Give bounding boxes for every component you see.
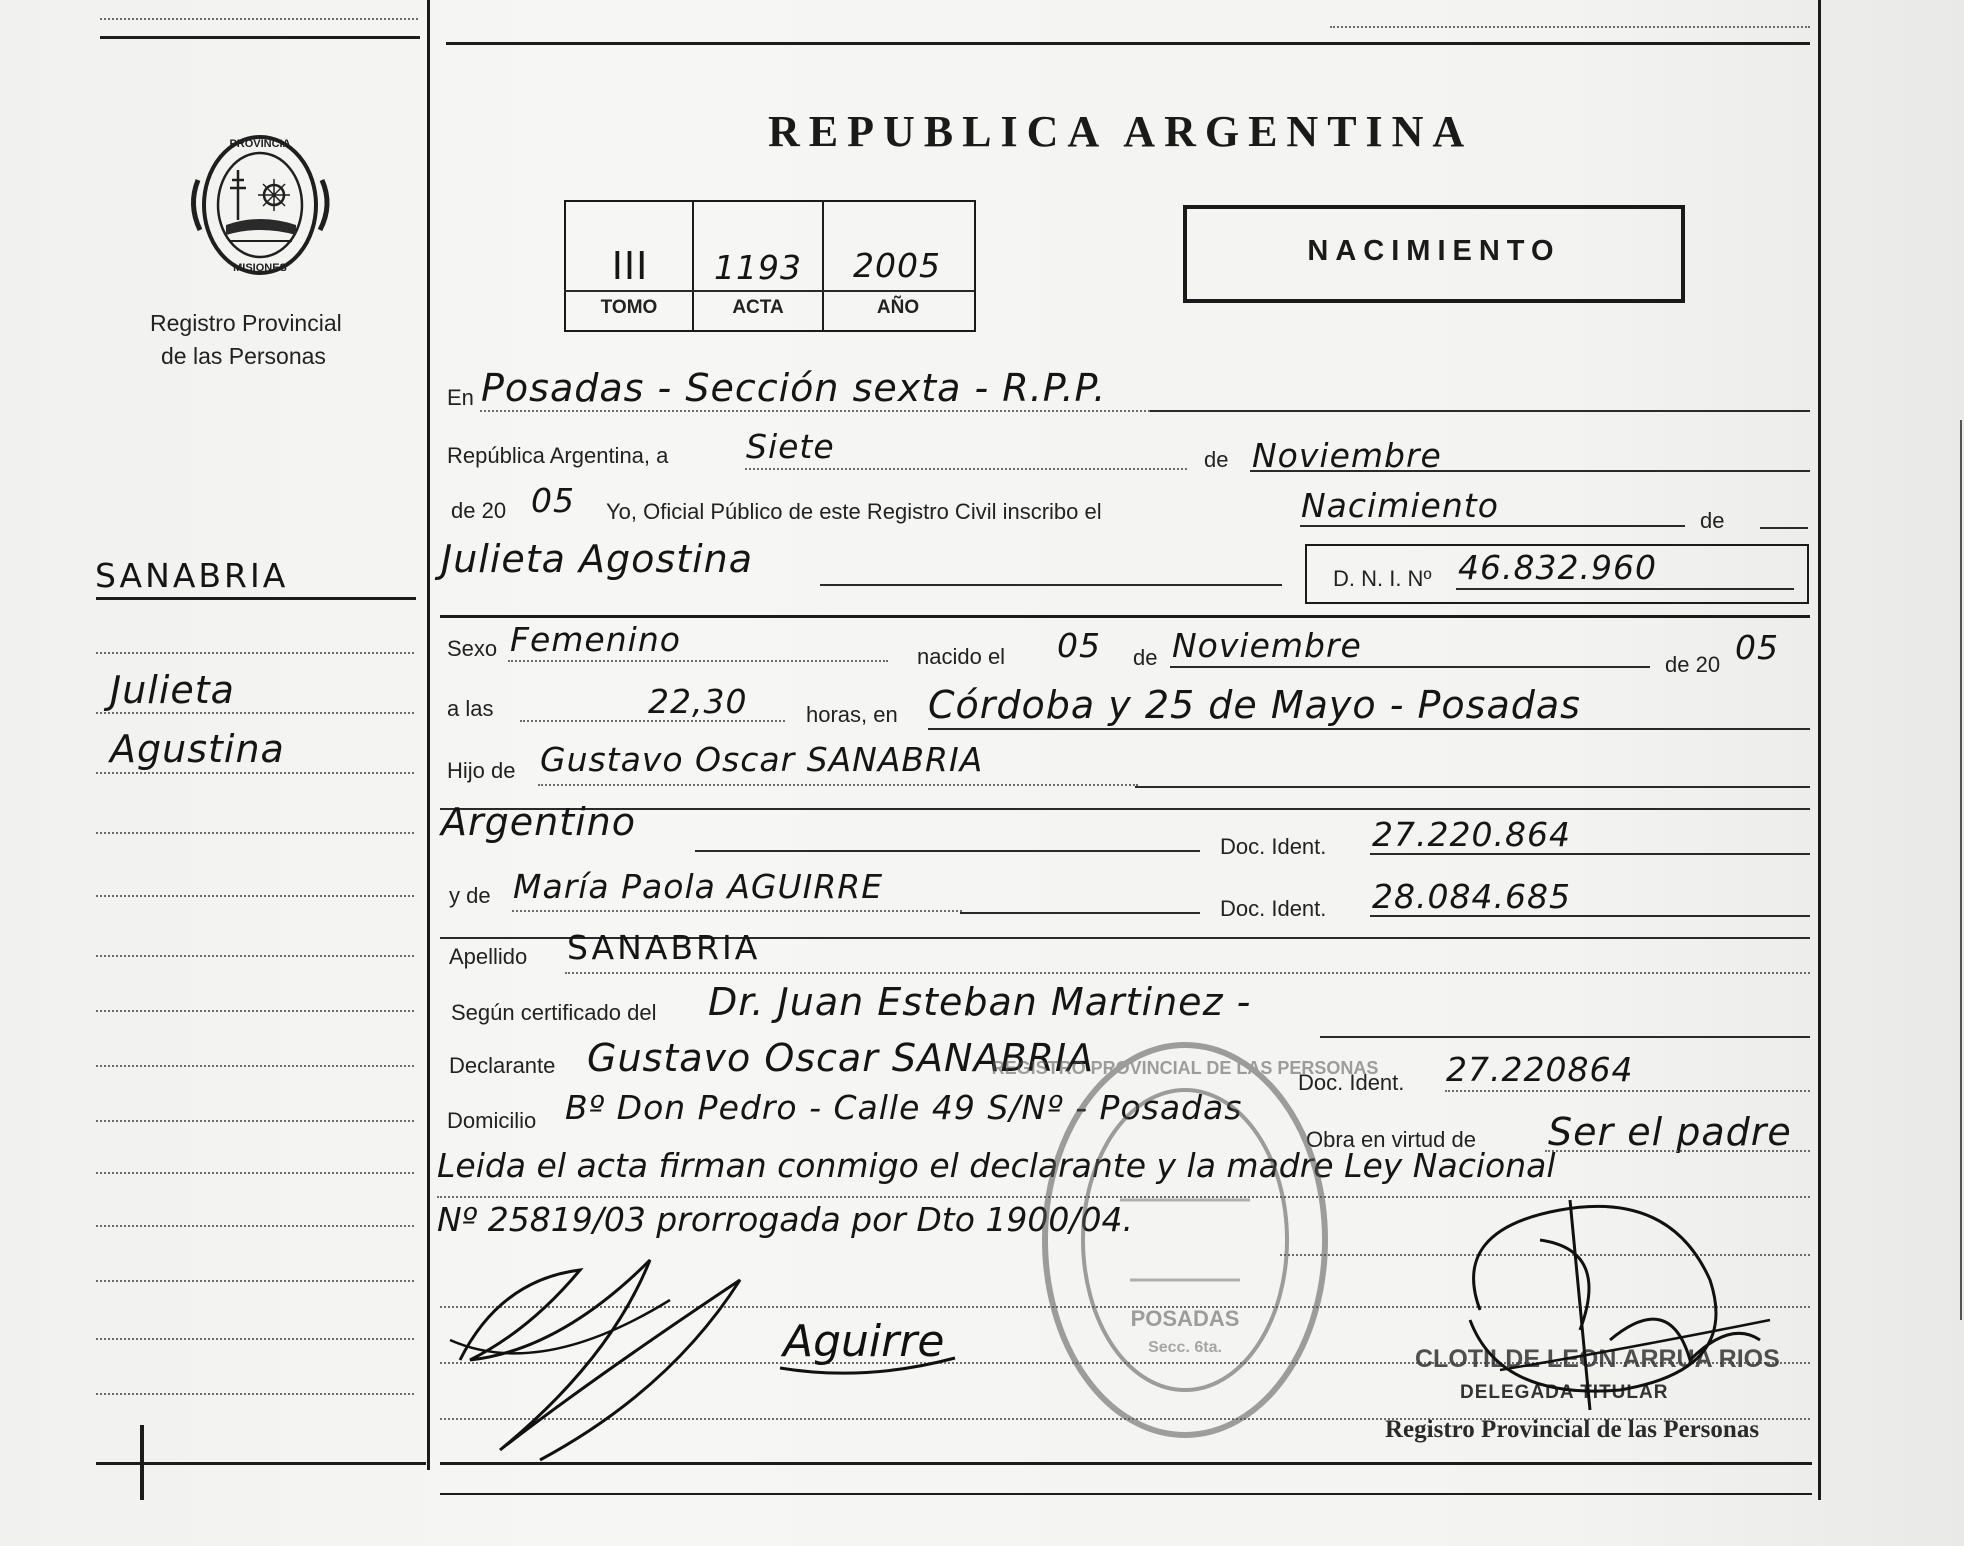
mother-name-value: María Paola AGUIRRE [513,867,884,906]
top-dotted-line [1330,26,1810,28]
obra-dots [1545,1150,1810,1152]
doc-label-3: Doc. Ident. [1298,1070,1405,1095]
sidebar-surname-rule [96,597,416,600]
sidebar-surname: SANABRIA [95,556,289,595]
misiones-seal-icon [188,125,333,285]
declarant-doc-value: 27.220864 [1446,1050,1634,1089]
sidebar-dotted-line [96,895,414,897]
certifier-rule [1320,1036,1810,1038]
father-nationality-value: Argentino [441,800,636,844]
month-rule [1250,470,1810,472]
sidebar-dotted-line [96,772,414,774]
declarant-doc-dots [1445,1090,1810,1092]
dni-label: D. N. I. Nº [1333,566,1432,591]
registry-label-line1: Registro Provincial [150,310,342,336]
de20-label: de 20 [451,498,507,523]
apellido-label: Apellido [449,944,528,969]
father-rule [1135,786,1810,788]
sexo-label: Sexo [447,636,498,661]
record-type-label: NACIMIENTO [1307,235,1561,267]
seal-top-text: PROVINCIA [229,138,291,150]
y-de-label: y de [449,883,491,908]
officer-title: DELEGADA TITULAR [1460,1382,1669,1403]
dni-rule [1456,588,1794,590]
apellido-dots [565,972,1810,974]
officer-signature-icon [1440,1170,1785,1500]
anio-label: AÑO [876,297,920,318]
birth-day-value: 05 [1057,626,1101,665]
apellido-value: SANABRIA [567,928,761,967]
seal-bottom-text: MISIONES [233,262,287,274]
officer-name: CLOTILDE LEON ARRUA RIOS [1415,1345,1780,1373]
birth-month-value: Noviembre [1172,626,1362,665]
mother-dots [512,910,962,912]
father-name-value: Gustavo Oscar SANABRIA [540,740,984,779]
sidebar-dotted-line [96,1280,414,1282]
sidebar-dotted-line [96,1338,414,1340]
mother-signature-icon [775,1300,960,1390]
a-las-label: a las [447,696,494,721]
note-line-1: Leida el acta firman conmigo el declarante y la madre Ley Nacional [437,1146,1556,1185]
de-label-2: de [1700,508,1725,533]
sex-value: Femenino [510,620,681,659]
sidebar-dotted-line [96,652,414,654]
dni-value: 46.832.960 [1458,548,1657,587]
child-name-rule [820,584,1282,586]
birth-place-value: Córdoba y 25 de Mayo - Posadas [928,683,1581,727]
sidebar-dotted-line [96,1393,414,1395]
margin-mark [140,1425,144,1500]
sidebar-dotted-line [96,712,414,714]
stamp-section-text: Secc. 6ta. [1148,1339,1222,1356]
mother-doc-rule [1370,915,1810,917]
officer-office: Registro Provincial de las Personas [1385,1416,1760,1443]
sidebar-given-name-1: Julieta [110,668,235,712]
child-name-value: Julieta Agostina [441,537,754,581]
tomo-value: III [611,244,649,288]
note-line-2: Nº 25819/03 prorrogada por Dto 1900/04. [437,1200,1133,1239]
certifier-value: Dr. Juan Esteban Martinez - [708,980,1252,1024]
anio-value: 2005 [853,246,941,285]
birth-time-value: 22,30 [648,682,748,721]
father-dots [538,784,1138,786]
sidebar-dotted-line [96,1225,414,1227]
horas-label: horas, en [806,702,898,727]
place-value: Posadas - Sección sexta - R.P.P. [481,366,1107,410]
year-suffix-value: 05 [531,481,575,520]
father-signature-icon [440,1240,770,1470]
mother-signature-text: Aguirre [783,1316,945,1367]
de-rule-2 [1760,527,1808,529]
acta-label: ACTA [732,297,784,318]
sidebar-given-name-2: Agustina [110,727,285,771]
sidebar-dotted-line [96,1010,414,1012]
day-words-value: Siete [746,427,835,466]
sidebar-top-dotted-line [100,18,418,20]
obra-label: Obra en virtud de [1306,1127,1476,1152]
nationality-rule [695,850,1200,852]
acta-value: 1193 [714,248,802,287]
father-doc-rule [1370,853,1810,855]
address-value: Bº Don Pedro - Calle 49 S/Nº - Posadas [565,1088,1243,1127]
birth-place-rule [928,728,1810,730]
birth-month-rule [1170,666,1650,668]
domicilio-label: Domicilio [447,1108,537,1133]
record-id-row-divider [564,290,974,292]
de-label: de [1204,447,1229,472]
sidebar-dotted-line [96,955,414,957]
header-top-rule [446,42,1810,45]
father-section-rule [440,808,1810,810]
sidebar-bottom-rule [96,1462,426,1465]
sex-dots [508,660,888,662]
declarante-label: Declarante [449,1053,556,1078]
mother-doc-value: 28.084.685 [1372,877,1571,916]
stamp-ring-text: REGISTRO PROVINCIAL DE LAS PERSONAS [991,1058,1379,1078]
birth-year-suffix-value: 05 [1735,628,1779,667]
day-dots [745,468,1187,470]
en-label: En [447,385,474,410]
main-form-left-border [427,0,430,1470]
declarant-value: Gustavo Oscar SANABRIA [587,1036,1095,1080]
page-edge-right [1960,420,1962,1320]
doc-label: Doc. Ident. [1220,834,1327,859]
segun-label: Según certificado del [451,1000,657,1025]
tomo-label: TOMO [600,297,658,318]
page-title: REPUBLICA ARGENTINA [768,107,1474,156]
republica-label: República Argentina, a [447,443,669,468]
mother-rule [960,912,1200,914]
main-form-right-border [1818,0,1821,1500]
doc-label-2: Doc. Ident. [1220,896,1327,921]
obra-value: Ser el padre [1548,1110,1792,1154]
act-type-rule [1300,525,1685,527]
nacido-label: nacido el [917,644,1006,669]
father-doc-value: 27.220.864 [1372,815,1571,854]
sidebar-dotted-line [96,1172,414,1174]
de20-label-2: de 20 [1665,652,1721,677]
place-dots [480,410,1150,412]
stamp-city-text: POSADAS [1130,1306,1240,1331]
sidebar-top-rule [100,36,420,39]
yo-text: Yo, Oficial Público de este Registro Civil inscribo el [606,499,1102,524]
place-rule [1150,410,1810,412]
sidebar-dotted-line [96,1120,414,1122]
sidebar-dotted-line [96,1065,414,1067]
registry-label-line2: de las Personas [161,343,326,369]
hijo-label: Hijo de [447,758,516,783]
section-rule [440,615,1810,618]
month-value: Noviembre [1252,436,1442,475]
de-label-3: de [1133,645,1158,670]
act-type-value: Nacimiento [1301,486,1499,525]
sidebar-dotted-line [96,832,414,834]
